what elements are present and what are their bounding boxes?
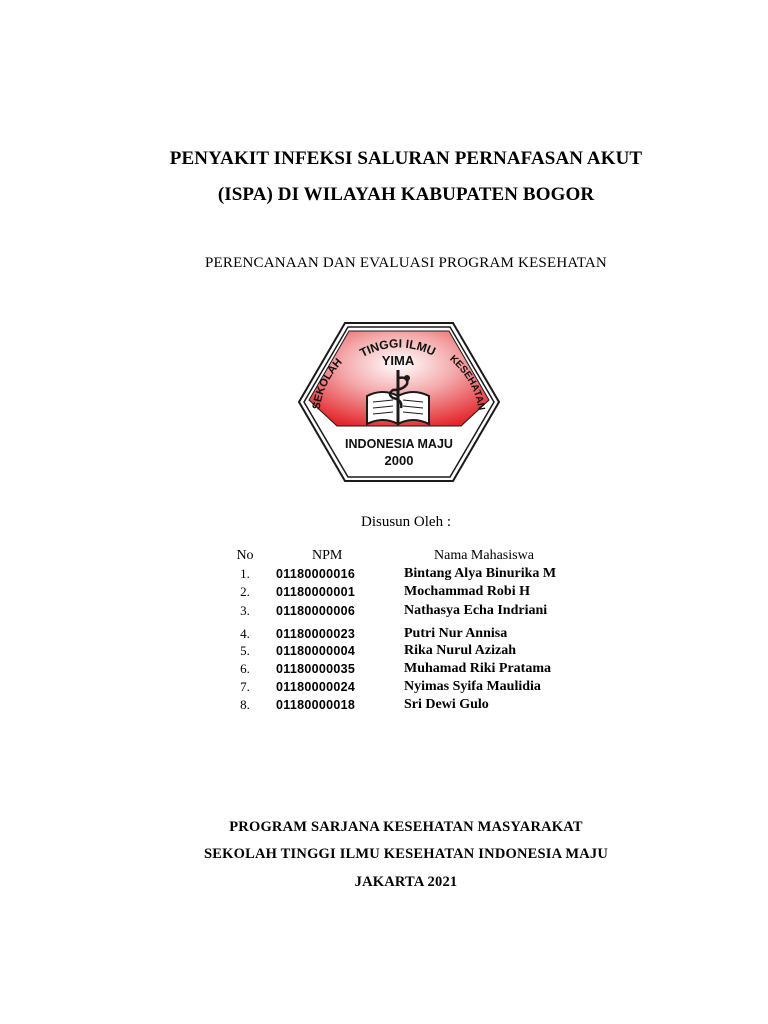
logo-arc-top-text: TINGGI ILMU — [357, 336, 438, 360]
row-no: 3. — [240, 603, 250, 618]
logo-graphic — [297, 320, 501, 484]
row-name: Nyimas Syifa Maulidia — [404, 679, 541, 694]
row-name: Bintang Alya Binurika M — [404, 566, 557, 581]
row-no: 6. — [240, 661, 250, 676]
prepared-by-label: Disusun Oleh : — [361, 514, 451, 530]
row-npm: 01180000023 — [276, 627, 356, 641]
table-row — [0, 697, 768, 715]
row-npm: 01180000016 — [276, 567, 356, 581]
logo-bottom-line-1: INDONESIA MAJU — [345, 437, 453, 451]
logo-center-text: YIMA — [381, 353, 415, 368]
logo-arc-right-text: KESEHATAN — [447, 353, 487, 412]
table-row — [0, 679, 768, 697]
row-npm: 01180000006 — [276, 604, 356, 618]
row-no: 7. — [240, 679, 250, 694]
student-table-header — [0, 548, 768, 566]
row-name: Putri Nur Annisa — [404, 626, 508, 641]
document-title-line-1: PENYAKIT INFEKSI SALURAN PERNAFASAN AKUT — [169, 148, 643, 169]
row-no: 1. — [240, 566, 250, 581]
row-no: 8. — [240, 697, 250, 712]
row-name: Nathasya Echa Indriani — [404, 603, 548, 618]
header-no: No — [236, 548, 254, 563]
footer-place-year: JAKARTA 2021 — [354, 874, 458, 890]
row-npm: 01180000004 — [276, 644, 356, 658]
logo-arc-left-text: SEKOLAH — [310, 356, 345, 411]
row-no: 5. — [240, 643, 250, 658]
row-npm: 01180000018 — [276, 698, 356, 712]
institution-logo — [297, 320, 501, 484]
row-npm: 01180000024 — [276, 680, 356, 694]
table-row — [0, 566, 768, 584]
row-no: 4. — [240, 626, 250, 641]
header-npm: NPM — [312, 548, 343, 563]
row-name: Muhamad Riki Pratama — [404, 661, 551, 676]
document-subtitle: PERENCANAAN DAN EVALUASI PROGRAM KESEHATAN — [205, 255, 607, 271]
document-title-line-2: (ISPA) DI WILAYAH KABUPATEN BOGOR — [217, 184, 595, 205]
table-row — [0, 584, 768, 602]
table-row — [0, 661, 768, 679]
row-npm: 01180000001 — [276, 585, 356, 599]
row-name: Sri Dewi Gulo — [404, 697, 489, 712]
table-row — [0, 603, 768, 621]
row-name: Mochammad Robi H — [404, 584, 530, 599]
table-row — [0, 626, 768, 644]
row-name: Rika Nurul Azizah — [404, 643, 517, 658]
row-npm: 01180000035 — [276, 662, 356, 676]
footer-institution: SEKOLAH TINGGI ILMU KESEHATAN INDONESIA MAJU — [204, 846, 608, 862]
logo-bottom-line-2: 2000 — [384, 453, 414, 468]
header-name: Nama Mahasiswa — [434, 548, 534, 563]
table-row — [0, 643, 768, 661]
row-no: 2. — [240, 584, 250, 599]
footer-program: PROGRAM SARJANA KESEHATAN MASYARAKAT — [229, 819, 583, 835]
